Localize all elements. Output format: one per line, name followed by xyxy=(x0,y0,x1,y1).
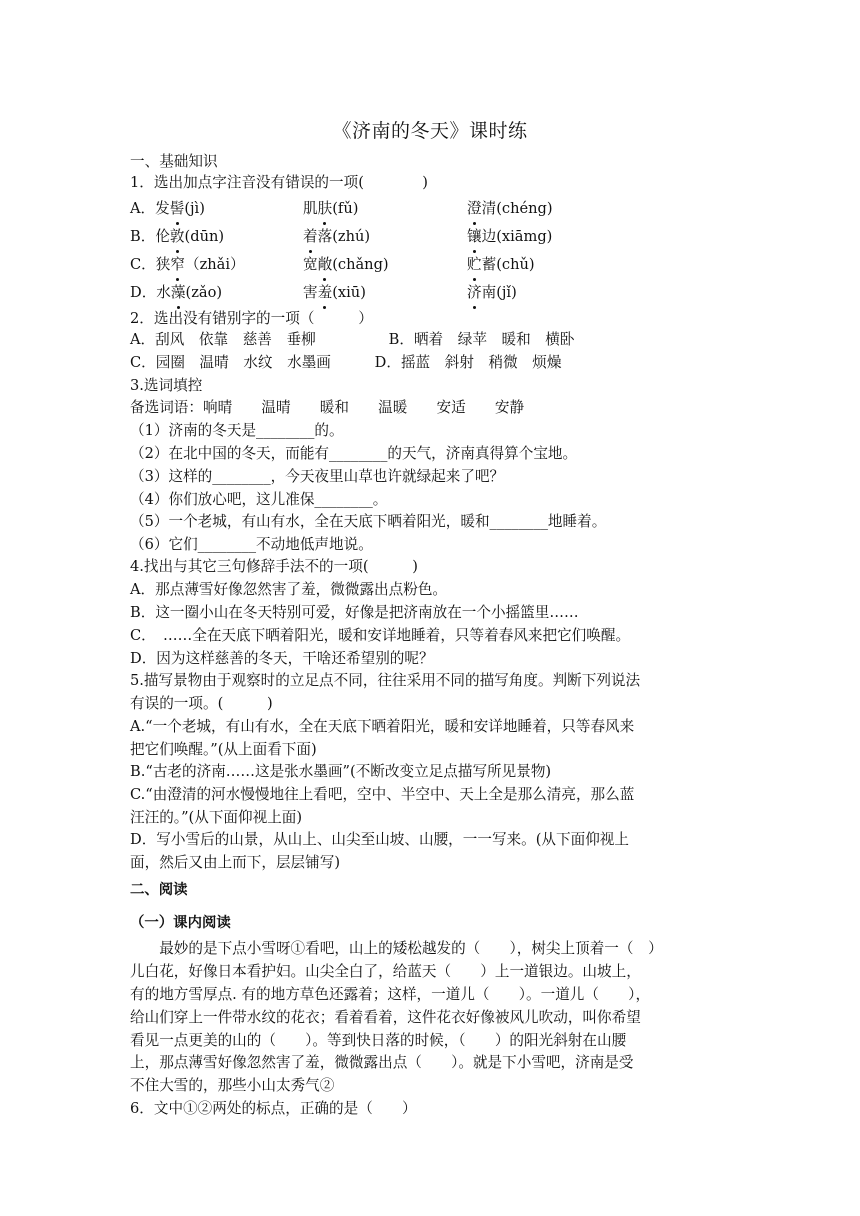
dotted-character: 敞 xyxy=(318,253,333,274)
option-pinyin: (jì) xyxy=(184,200,205,217)
question-4-option: A．那点薄雪好像忽然害了羞，微微露出点粉色。 xyxy=(130,581,448,598)
option-pinyin: (fǔ) xyxy=(332,200,359,217)
question-5-line: 有误的一项。( ) xyxy=(130,695,273,712)
option-text: 肌 xyxy=(303,200,318,217)
option-text: 害 xyxy=(303,284,318,301)
option-pinyin: （zhǎi） xyxy=(184,256,245,273)
passage-line: 给山们穿上一件带水纹的花衣；看着看着，这件花衣好像被风儿吹动，叫你希望 xyxy=(130,1009,641,1026)
dotted-character: 髻 xyxy=(170,197,185,218)
question-1-option-item xyxy=(303,197,358,218)
page-title: 《济南的冬天》课时练 xyxy=(332,120,528,142)
option-text: B．伦 xyxy=(130,228,170,245)
question-2-options-ab: A．刮风 依靠 慈善 垂柳 B．晒着 绿苹 暖和 横卧 xyxy=(130,331,575,348)
dotted-character: 羞 xyxy=(318,281,333,302)
option-pinyin: 蓄(chǔ) xyxy=(481,256,535,273)
question-1-stem: 1．选出加点字注音没有错误的一项( ) xyxy=(130,174,428,191)
question-5-line: B.“古老的济南……这是张水墨画”(不断改变立足点描写所见景物) xyxy=(130,763,552,780)
question-5-line: 把它们唤醒。”(从上面看下面) xyxy=(130,741,317,758)
option-text: D．水 xyxy=(130,284,171,301)
passage-line: 不住大雪的，那些小山太秀气② xyxy=(130,1077,335,1094)
option-pinyin: (xiū) xyxy=(332,284,366,301)
question-5-line: C.“由澄清的河水慢慢地往上看吧，空中、半空中、天上全是那么清亮，那么蓝 xyxy=(130,786,635,803)
option-text: A．发 xyxy=(130,200,170,217)
question-5-line: A.“一个老城，有山有水，全在天底下晒着阳光，暖和安详地睡着，只等春风来 xyxy=(130,718,635,735)
question-1-option-item xyxy=(303,253,389,274)
option-pinyin: 南(jǐ) xyxy=(481,284,517,301)
question-5-line: 5.描写景物由于观察时的立足点不同，往往采用不同的描写角度。判断下列说法 xyxy=(130,672,641,689)
question-2-stem: 2．选出没有错别字的一项（ ） xyxy=(130,310,373,327)
question-3-item: （2）在北中国的冬天，而能有________的天气，济南真得算个宝地。 xyxy=(130,445,578,462)
dotted-character: 肤 xyxy=(318,197,333,218)
question-4-option: C． ……全在天底下晒着阳光，暖和安详地睡着，只等着春风来把它们唤醒。 xyxy=(130,627,631,644)
question-4-stem: 4.找出与其它三句修辞手法不的一项( ) xyxy=(130,558,419,575)
question-1-option-item xyxy=(130,253,245,274)
option-pinyin: (chǎng) xyxy=(332,256,389,273)
question-1-option-item xyxy=(467,225,552,246)
question-1-option-item xyxy=(130,281,222,302)
option-pinyin: 落(zhú) xyxy=(317,228,371,245)
question-2-options-cd: C．园圈 温晴 水纹 水墨画 D．摇蓝 斜射 稍微 烦燥 xyxy=(130,354,562,371)
question-3-item: （5）一个老城，有山有水，全在天底下晒着阳光，暖和________地睡着。 xyxy=(130,513,607,530)
passage-line: 有的地方雪厚点. 有的地方草色还露着；这样，一道儿（ ）。一道儿（ ）， xyxy=(130,986,651,1003)
option-pinyin: 清(chéng) xyxy=(481,200,553,217)
question-5-line: D．写小雪后的山景，从山上、山尖至山坡、山腰，一一写来。(从下面仰视上 xyxy=(130,831,629,848)
question-3-stem: 3.选词填控 xyxy=(130,377,203,394)
passage-line: 最妙的是下点小雪呀①看吧，山上的矮松越发的（ ），树尖上顶着一（ ） xyxy=(130,940,663,957)
section-reading: 二、阅读 xyxy=(130,882,188,898)
option-text: C．狭 xyxy=(130,256,171,273)
question-3-item: （1）济南的冬天是________的。 xyxy=(130,422,344,439)
option-text: 宽 xyxy=(303,256,318,273)
question-1-option-item xyxy=(467,253,535,274)
dotted-character: 窄 xyxy=(170,253,185,274)
dotted-character: 着 xyxy=(303,225,318,246)
option-pinyin: (dūn) xyxy=(184,228,225,245)
question-5-line: 面，然后又由上而下，层层铺写) xyxy=(130,854,341,871)
question-5-line: 汪汪的。”(从下面仰视上面) xyxy=(130,809,303,826)
question-3-item: （6）它们________不动地低声地说。 xyxy=(130,536,373,553)
question-1-option-item xyxy=(130,225,224,246)
dotted-character: 澄 xyxy=(467,197,482,218)
question-1-option-item xyxy=(130,197,205,218)
section-basic-knowledge: 一、基础知识 xyxy=(130,153,218,170)
question-3-item: （3）这样的________，今天夜里山草也许就绿起来了吧？ xyxy=(130,468,505,485)
question-1-option-item xyxy=(303,225,370,246)
passage-line: 儿白花，好像日本看护妇。山尖全白了，给蓝天（ ）上一道银边。山坡上， xyxy=(130,963,641,980)
passage-line: 上，那点薄雪好像忽然害了羞，微微露出点（ ）。就是下小雪吧，济南是受 xyxy=(130,1054,634,1071)
dotted-character: 敦 xyxy=(170,225,185,246)
question-4-option: B．这一圈小山在冬天特别可爱，好像是把济南放在一个小摇篮里…… xyxy=(130,604,579,621)
question-3-word-bank: 备选词语：响晴 温晴 暖和 温暖 安适 安静 xyxy=(130,399,525,416)
question-1-option-item xyxy=(467,281,517,302)
dotted-character: 藻 xyxy=(171,281,186,302)
question-6-stem: 6．文中①②两处的标点，正确的是（ ） xyxy=(130,1100,417,1117)
question-1-option-item xyxy=(467,197,553,218)
option-pinyin: 边(xiāmg) xyxy=(481,228,553,245)
subsection-in-class-reading: （一）课内阅读 xyxy=(130,915,231,931)
question-3-item: （4）你们放心吧，这儿准保________。 xyxy=(130,491,388,508)
dotted-character: 镶 xyxy=(467,225,482,246)
passage-line: 看见一点更美的山的（ ）。等到快日落的时候，（ ）的阳光斜射在山腰 xyxy=(130,1032,627,1049)
dotted-character: 贮 xyxy=(467,253,482,274)
option-pinyin: (zǎo) xyxy=(185,284,223,301)
question-1-option-item xyxy=(303,281,366,302)
dotted-character: 济 xyxy=(467,281,482,302)
question-4-option: D．因为这样慈善的冬天，干啥还希望别的呢？ xyxy=(130,650,434,667)
